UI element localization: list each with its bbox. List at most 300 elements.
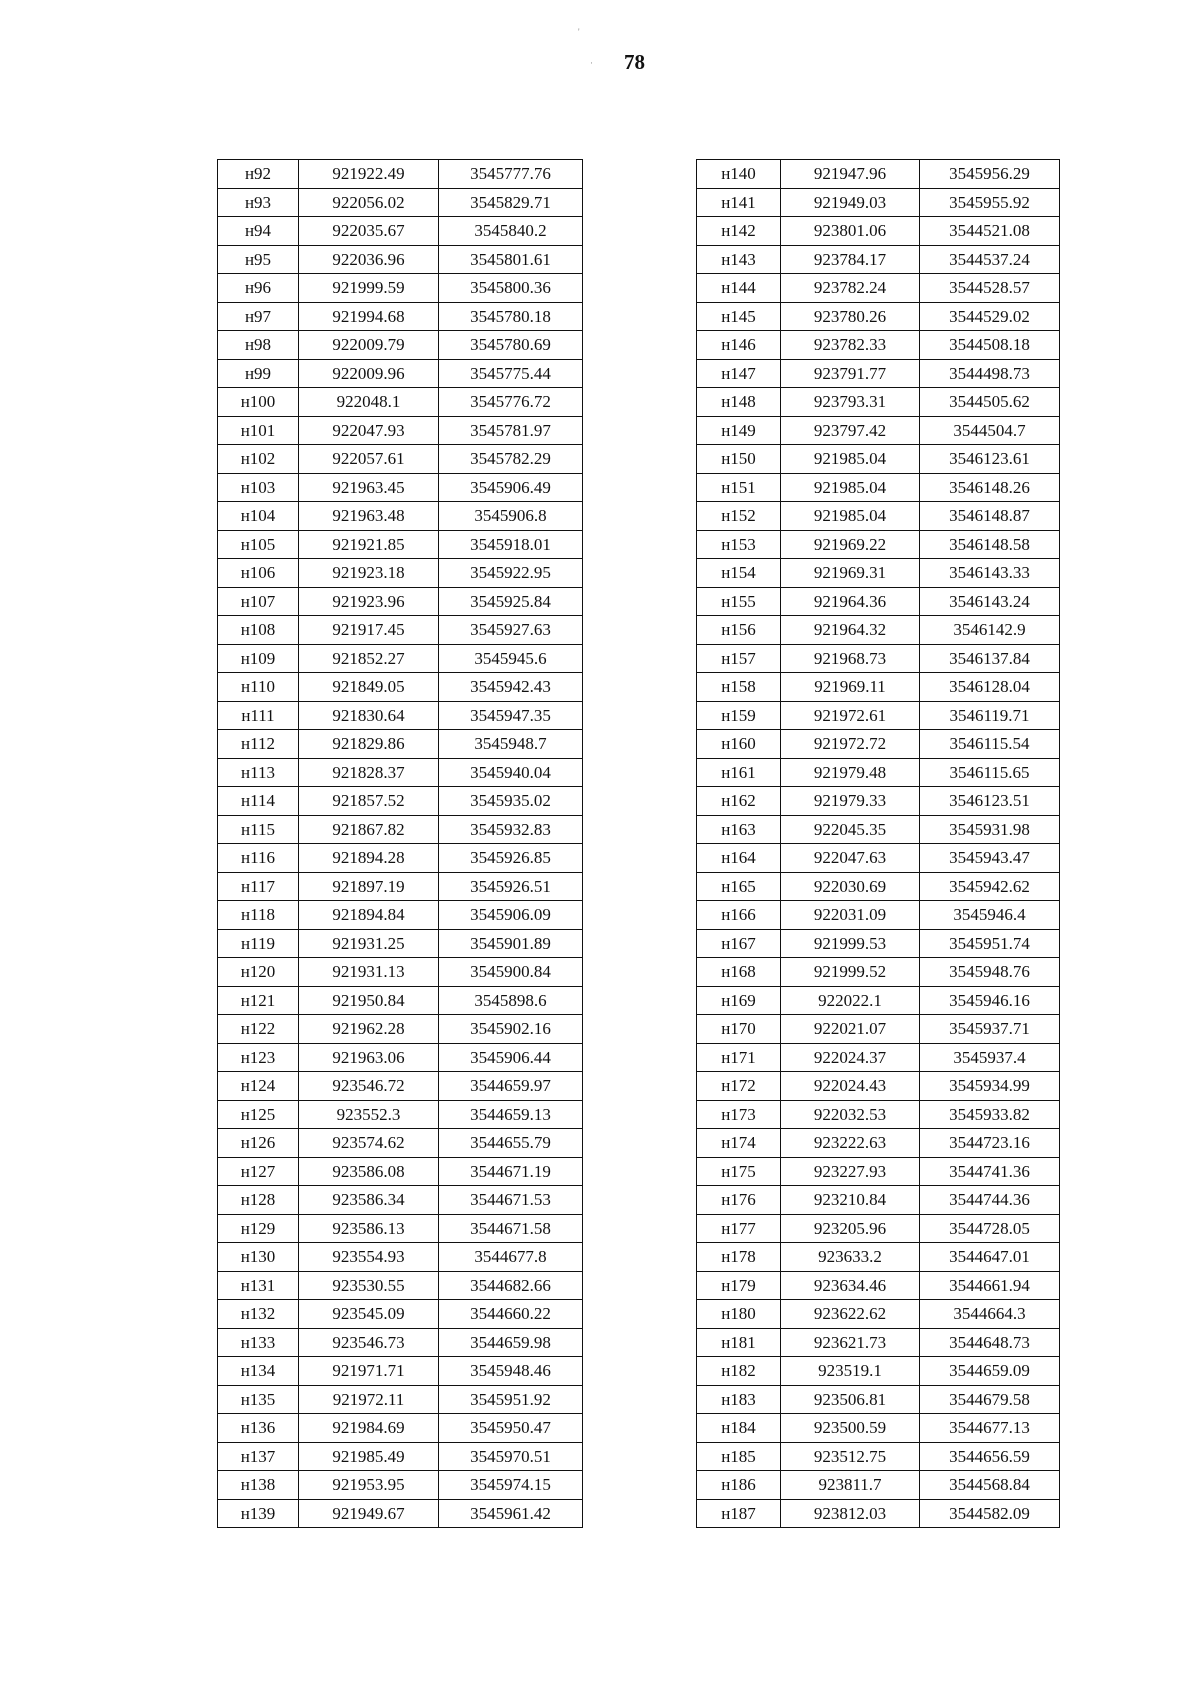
y-coordinate-cell: 3545948.46 bbox=[439, 1357, 583, 1386]
x-coordinate-cell: 921963.48 bbox=[299, 502, 439, 531]
point-id-cell: н165 bbox=[697, 872, 781, 901]
point-id-cell: н105 bbox=[218, 530, 299, 559]
x-coordinate-cell: 921931.13 bbox=[299, 958, 439, 987]
y-coordinate-cell: 3544656.59 bbox=[920, 1442, 1060, 1471]
point-id-cell: н177 bbox=[697, 1214, 781, 1243]
table-row bbox=[697, 616, 1060, 645]
point-id-cell: н135 bbox=[218, 1385, 299, 1414]
point-id-cell: н99 bbox=[218, 359, 299, 388]
y-coordinate-cell: 3545801.61 bbox=[439, 245, 583, 274]
point-id-cell: н187 bbox=[697, 1499, 781, 1528]
y-coordinate-cell: 3545781.97 bbox=[439, 416, 583, 445]
point-id-cell: н127 bbox=[218, 1157, 299, 1186]
y-coordinate-cell: 3544529.02 bbox=[920, 302, 1060, 331]
y-coordinate-cell: 3545931.98 bbox=[920, 815, 1060, 844]
x-coordinate-cell: 921969.11 bbox=[781, 673, 920, 702]
y-coordinate-cell: 3545840.2 bbox=[439, 217, 583, 246]
x-coordinate-cell: 921994.68 bbox=[299, 302, 439, 331]
table-row bbox=[218, 758, 583, 787]
table-row bbox=[218, 245, 583, 274]
x-coordinate-cell: 921969.31 bbox=[781, 559, 920, 588]
y-coordinate-cell: 3546119.71 bbox=[920, 701, 1060, 730]
point-id-cell: н124 bbox=[218, 1072, 299, 1101]
table-row bbox=[697, 188, 1060, 217]
point-id-cell: н161 bbox=[697, 758, 781, 787]
table-row bbox=[697, 815, 1060, 844]
x-coordinate-cell: 921985.49 bbox=[299, 1442, 439, 1471]
x-coordinate-cell: 921963.45 bbox=[299, 473, 439, 502]
point-id-cell: н167 bbox=[697, 929, 781, 958]
table-row bbox=[697, 559, 1060, 588]
point-id-cell: н112 bbox=[218, 730, 299, 759]
point-id-cell: н126 bbox=[218, 1129, 299, 1158]
point-id-cell: н160 bbox=[697, 730, 781, 759]
x-coordinate-cell: 923633.2 bbox=[781, 1243, 920, 1272]
table-body-left bbox=[218, 160, 583, 1528]
point-id-cell: н111 bbox=[218, 701, 299, 730]
table-row bbox=[697, 416, 1060, 445]
table-row bbox=[218, 872, 583, 901]
table-row bbox=[697, 331, 1060, 360]
point-id-cell: н150 bbox=[697, 445, 781, 474]
x-coordinate-cell: 922009.79 bbox=[299, 331, 439, 360]
x-coordinate-cell: 923545.09 bbox=[299, 1300, 439, 1329]
point-id-cell: н129 bbox=[218, 1214, 299, 1243]
x-coordinate-cell: 921947.96 bbox=[781, 160, 920, 189]
x-coordinate-cell: 923801.06 bbox=[781, 217, 920, 246]
table-row bbox=[697, 986, 1060, 1015]
point-id-cell: н123 bbox=[218, 1043, 299, 1072]
table-row bbox=[218, 1414, 583, 1443]
x-coordinate-cell: 921979.33 bbox=[781, 787, 920, 816]
y-coordinate-cell: 3546148.58 bbox=[920, 530, 1060, 559]
table-row bbox=[697, 587, 1060, 616]
y-coordinate-cell: 3544661.94 bbox=[920, 1271, 1060, 1300]
table-row bbox=[697, 160, 1060, 189]
point-id-cell: н158 bbox=[697, 673, 781, 702]
table-row bbox=[218, 1243, 583, 1272]
table-row bbox=[218, 1015, 583, 1044]
point-id-cell: н166 bbox=[697, 901, 781, 930]
table-row bbox=[218, 587, 583, 616]
x-coordinate-cell: 921857.52 bbox=[299, 787, 439, 816]
point-id-cell: н109 bbox=[218, 644, 299, 673]
x-coordinate-cell: 921917.45 bbox=[299, 616, 439, 645]
y-coordinate-cell: 3544679.58 bbox=[920, 1385, 1060, 1414]
y-coordinate-cell: 3545775.44 bbox=[439, 359, 583, 388]
table-row bbox=[218, 530, 583, 559]
y-coordinate-cell: 3545901.89 bbox=[439, 929, 583, 958]
x-coordinate-cell: 921830.64 bbox=[299, 701, 439, 730]
y-coordinate-cell: 3546128.04 bbox=[920, 673, 1060, 702]
table-row bbox=[218, 1357, 583, 1386]
point-id-cell: н102 bbox=[218, 445, 299, 474]
y-coordinate-cell: 3545829.71 bbox=[439, 188, 583, 217]
y-coordinate-cell: 3545970.51 bbox=[439, 1442, 583, 1471]
y-coordinate-cell: 3545926.51 bbox=[439, 872, 583, 901]
table-row bbox=[697, 217, 1060, 246]
table-row bbox=[218, 1300, 583, 1329]
point-id-cell: н159 bbox=[697, 701, 781, 730]
x-coordinate-cell: 921923.18 bbox=[299, 559, 439, 588]
point-id-cell: н114 bbox=[218, 787, 299, 816]
table-row bbox=[697, 1385, 1060, 1414]
table-row bbox=[697, 758, 1060, 787]
y-coordinate-cell: 3545935.02 bbox=[439, 787, 583, 816]
table-row bbox=[218, 1100, 583, 1129]
table-row bbox=[218, 331, 583, 360]
point-id-cell: н122 bbox=[218, 1015, 299, 1044]
x-coordinate-cell: 923210.84 bbox=[781, 1186, 920, 1215]
x-coordinate-cell: 921897.19 bbox=[299, 872, 439, 901]
y-coordinate-cell: 3544537.24 bbox=[920, 245, 1060, 274]
table-row bbox=[697, 274, 1060, 303]
table-row bbox=[697, 1157, 1060, 1186]
point-id-cell: н92 bbox=[218, 160, 299, 189]
y-coordinate-cell: 3545942.43 bbox=[439, 673, 583, 702]
table-row bbox=[697, 1186, 1060, 1215]
x-coordinate-cell: 923554.93 bbox=[299, 1243, 439, 1272]
y-coordinate-cell: 3545922.95 bbox=[439, 559, 583, 588]
x-coordinate-cell: 923812.03 bbox=[781, 1499, 920, 1528]
x-coordinate-cell: 921999.59 bbox=[299, 274, 439, 303]
x-coordinate-cell: 921921.85 bbox=[299, 530, 439, 559]
table-row bbox=[218, 673, 583, 702]
x-coordinate-cell: 922056.02 bbox=[299, 188, 439, 217]
point-id-cell: н180 bbox=[697, 1300, 781, 1329]
point-id-cell: н186 bbox=[697, 1471, 781, 1500]
point-id-cell: н136 bbox=[218, 1414, 299, 1443]
x-coordinate-cell: 922048.1 bbox=[299, 388, 439, 417]
point-id-cell: н141 bbox=[697, 188, 781, 217]
y-coordinate-cell: 3544659.09 bbox=[920, 1357, 1060, 1386]
y-coordinate-cell: 3545926.85 bbox=[439, 844, 583, 873]
y-coordinate-cell: 3545947.35 bbox=[439, 701, 583, 730]
y-coordinate-cell: 3544505.62 bbox=[920, 388, 1060, 417]
table-row bbox=[697, 1072, 1060, 1101]
y-coordinate-cell: 3545940.04 bbox=[439, 758, 583, 787]
y-coordinate-cell: 3545955.92 bbox=[920, 188, 1060, 217]
point-id-cell: н181 bbox=[697, 1328, 781, 1357]
x-coordinate-cell: 921999.52 bbox=[781, 958, 920, 987]
point-id-cell: н168 bbox=[697, 958, 781, 987]
x-coordinate-cell: 921953.95 bbox=[299, 1471, 439, 1500]
table-row bbox=[697, 530, 1060, 559]
x-coordinate-cell: 921985.04 bbox=[781, 473, 920, 502]
y-coordinate-cell: 3545900.84 bbox=[439, 958, 583, 987]
table-row bbox=[218, 844, 583, 873]
table-row bbox=[697, 1243, 1060, 1272]
table-row bbox=[697, 1357, 1060, 1386]
table-row bbox=[218, 701, 583, 730]
table-row bbox=[697, 1214, 1060, 1243]
point-id-cell: н117 bbox=[218, 872, 299, 901]
y-coordinate-cell: 3546148.87 bbox=[920, 502, 1060, 531]
point-id-cell: н149 bbox=[697, 416, 781, 445]
y-coordinate-cell: 3544671.53 bbox=[439, 1186, 583, 1215]
table-row bbox=[218, 1129, 583, 1158]
table-row bbox=[218, 416, 583, 445]
table-row bbox=[218, 1043, 583, 1072]
x-coordinate-cell: 921852.27 bbox=[299, 644, 439, 673]
table-body-right bbox=[697, 160, 1060, 1528]
table-row bbox=[697, 901, 1060, 930]
x-coordinate-cell: 922047.93 bbox=[299, 416, 439, 445]
x-coordinate-cell: 921971.71 bbox=[299, 1357, 439, 1386]
x-coordinate-cell: 922022.1 bbox=[781, 986, 920, 1015]
x-coordinate-cell: 921968.73 bbox=[781, 644, 920, 673]
table-row bbox=[697, 1499, 1060, 1528]
table-row bbox=[218, 1214, 583, 1243]
point-id-cell: н115 bbox=[218, 815, 299, 844]
x-coordinate-cell: 921969.22 bbox=[781, 530, 920, 559]
table-row bbox=[697, 245, 1060, 274]
y-coordinate-cell: 3545937.4 bbox=[920, 1043, 1060, 1072]
y-coordinate-cell: 3544528.57 bbox=[920, 274, 1060, 303]
table-row bbox=[218, 1271, 583, 1300]
x-coordinate-cell: 921923.96 bbox=[299, 587, 439, 616]
x-coordinate-cell: 923782.24 bbox=[781, 274, 920, 303]
y-coordinate-cell: 3544728.05 bbox=[920, 1214, 1060, 1243]
table-row bbox=[697, 388, 1060, 417]
x-coordinate-cell: 922036.96 bbox=[299, 245, 439, 274]
table-row bbox=[218, 217, 583, 246]
x-coordinate-cell: 923506.81 bbox=[781, 1385, 920, 1414]
y-coordinate-cell: 3544741.36 bbox=[920, 1157, 1060, 1186]
table-row bbox=[218, 388, 583, 417]
table-row bbox=[218, 787, 583, 816]
y-coordinate-cell: 3546143.33 bbox=[920, 559, 1060, 588]
scan-artifact: · bbox=[590, 58, 593, 68]
table-row bbox=[697, 1129, 1060, 1158]
point-id-cell: н110 bbox=[218, 673, 299, 702]
point-id-cell: н125 bbox=[218, 1100, 299, 1129]
y-coordinate-cell: 3545951.92 bbox=[439, 1385, 583, 1414]
y-coordinate-cell: 3545776.72 bbox=[439, 388, 583, 417]
point-id-cell: н96 bbox=[218, 274, 299, 303]
x-coordinate-cell: 922032.53 bbox=[781, 1100, 920, 1129]
x-coordinate-cell: 923586.13 bbox=[299, 1214, 439, 1243]
x-coordinate-cell: 921985.04 bbox=[781, 502, 920, 531]
table-row bbox=[697, 730, 1060, 759]
point-id-cell: н118 bbox=[218, 901, 299, 930]
table-row bbox=[697, 929, 1060, 958]
table-row bbox=[697, 1043, 1060, 1072]
point-id-cell: н155 bbox=[697, 587, 781, 616]
x-coordinate-cell: 922021.07 bbox=[781, 1015, 920, 1044]
y-coordinate-cell: 3545898.6 bbox=[439, 986, 583, 1015]
x-coordinate-cell: 923797.42 bbox=[781, 416, 920, 445]
x-coordinate-cell: 921849.05 bbox=[299, 673, 439, 702]
x-coordinate-cell: 922057.61 bbox=[299, 445, 439, 474]
coordinates-table-left bbox=[217, 159, 583, 1528]
y-coordinate-cell: 3545956.29 bbox=[920, 160, 1060, 189]
point-id-cell: н178 bbox=[697, 1243, 781, 1272]
x-coordinate-cell: 923552.3 bbox=[299, 1100, 439, 1129]
y-coordinate-cell: 3545906.09 bbox=[439, 901, 583, 930]
y-coordinate-cell: 3545902.16 bbox=[439, 1015, 583, 1044]
table-row bbox=[218, 1072, 583, 1101]
table-row bbox=[218, 644, 583, 673]
point-id-cell: н98 bbox=[218, 331, 299, 360]
y-coordinate-cell: 3546137.84 bbox=[920, 644, 1060, 673]
y-coordinate-cell: 3544508.18 bbox=[920, 331, 1060, 360]
y-coordinate-cell: 3544648.73 bbox=[920, 1328, 1060, 1357]
x-coordinate-cell: 921985.04 bbox=[781, 445, 920, 474]
table-row bbox=[218, 1186, 583, 1215]
table-row bbox=[218, 929, 583, 958]
table-row bbox=[697, 302, 1060, 331]
point-id-cell: н120 bbox=[218, 958, 299, 987]
y-coordinate-cell: 3545945.6 bbox=[439, 644, 583, 673]
table-row bbox=[697, 673, 1060, 702]
table-row bbox=[218, 188, 583, 217]
x-coordinate-cell: 923791.77 bbox=[781, 359, 920, 388]
y-coordinate-cell: 3544655.79 bbox=[439, 1129, 583, 1158]
y-coordinate-cell: 3544647.01 bbox=[920, 1243, 1060, 1272]
point-id-cell: н97 bbox=[218, 302, 299, 331]
point-id-cell: н108 bbox=[218, 616, 299, 645]
table-row bbox=[218, 1471, 583, 1500]
point-id-cell: н145 bbox=[697, 302, 781, 331]
point-id-cell: н146 bbox=[697, 331, 781, 360]
page-number: 78 bbox=[624, 50, 645, 74]
point-id-cell: н134 bbox=[218, 1357, 299, 1386]
point-id-cell: н128 bbox=[218, 1186, 299, 1215]
table-row bbox=[697, 787, 1060, 816]
point-id-cell: н113 bbox=[218, 758, 299, 787]
table-row bbox=[697, 644, 1060, 673]
y-coordinate-cell: 3544671.58 bbox=[439, 1214, 583, 1243]
x-coordinate-cell: 921949.03 bbox=[781, 188, 920, 217]
y-coordinate-cell: 3545925.84 bbox=[439, 587, 583, 616]
table-row bbox=[218, 1328, 583, 1357]
y-coordinate-cell: 3544744.36 bbox=[920, 1186, 1060, 1215]
table-row bbox=[218, 1499, 583, 1528]
table-row bbox=[218, 901, 583, 930]
point-id-cell: н185 bbox=[697, 1442, 781, 1471]
y-coordinate-cell: 3544682.66 bbox=[439, 1271, 583, 1300]
x-coordinate-cell: 923780.26 bbox=[781, 302, 920, 331]
point-id-cell: н179 bbox=[697, 1271, 781, 1300]
y-coordinate-cell: 3545974.15 bbox=[439, 1471, 583, 1500]
y-coordinate-cell: 3545937.71 bbox=[920, 1015, 1060, 1044]
table-row bbox=[218, 815, 583, 844]
y-coordinate-cell: 3545951.74 bbox=[920, 929, 1060, 958]
point-id-cell: н176 bbox=[697, 1186, 781, 1215]
point-id-cell: н164 bbox=[697, 844, 781, 873]
table-row bbox=[697, 844, 1060, 873]
y-coordinate-cell: 3545918.01 bbox=[439, 530, 583, 559]
table-row bbox=[697, 1328, 1060, 1357]
point-id-cell: н107 bbox=[218, 587, 299, 616]
x-coordinate-cell: 921894.28 bbox=[299, 844, 439, 873]
point-id-cell: н138 bbox=[218, 1471, 299, 1500]
y-coordinate-cell: 3544582.09 bbox=[920, 1499, 1060, 1528]
point-id-cell: н106 bbox=[218, 559, 299, 588]
x-coordinate-cell: 923530.55 bbox=[299, 1271, 439, 1300]
x-coordinate-cell: 921829.86 bbox=[299, 730, 439, 759]
x-coordinate-cell: 922047.63 bbox=[781, 844, 920, 873]
table-row bbox=[218, 502, 583, 531]
y-coordinate-cell: 3546142.9 bbox=[920, 616, 1060, 645]
x-coordinate-cell: 921828.37 bbox=[299, 758, 439, 787]
table-row bbox=[697, 1100, 1060, 1129]
y-coordinate-cell: 3545800.36 bbox=[439, 274, 583, 303]
x-coordinate-cell: 923205.96 bbox=[781, 1214, 920, 1243]
point-id-cell: н93 bbox=[218, 188, 299, 217]
x-coordinate-cell: 923586.08 bbox=[299, 1157, 439, 1186]
y-coordinate-cell: 3545948.76 bbox=[920, 958, 1060, 987]
point-id-cell: н95 bbox=[218, 245, 299, 274]
point-id-cell: н139 bbox=[218, 1499, 299, 1528]
y-coordinate-cell: 3545946.4 bbox=[920, 901, 1060, 930]
point-id-cell: н116 bbox=[218, 844, 299, 873]
point-id-cell: н153 bbox=[697, 530, 781, 559]
table-row bbox=[218, 730, 583, 759]
x-coordinate-cell: 921922.49 bbox=[299, 160, 439, 189]
x-coordinate-cell: 923500.59 bbox=[781, 1414, 920, 1443]
point-id-cell: н171 bbox=[697, 1043, 781, 1072]
point-id-cell: н172 bbox=[697, 1072, 781, 1101]
table-row bbox=[218, 359, 583, 388]
x-coordinate-cell: 923227.93 bbox=[781, 1157, 920, 1186]
x-coordinate-cell: 921962.28 bbox=[299, 1015, 439, 1044]
table-row bbox=[218, 473, 583, 502]
y-coordinate-cell: 3546123.51 bbox=[920, 787, 1060, 816]
point-id-cell: н154 bbox=[697, 559, 781, 588]
table-row bbox=[697, 1471, 1060, 1500]
table-row bbox=[218, 1442, 583, 1471]
y-coordinate-cell: 3545782.29 bbox=[439, 445, 583, 474]
point-id-cell: н121 bbox=[218, 986, 299, 1015]
y-coordinate-cell: 3545780.18 bbox=[439, 302, 583, 331]
y-coordinate-cell: 3546115.65 bbox=[920, 758, 1060, 787]
x-coordinate-cell: 923574.62 bbox=[299, 1129, 439, 1158]
x-coordinate-cell: 922024.43 bbox=[781, 1072, 920, 1101]
x-coordinate-cell: 923793.31 bbox=[781, 388, 920, 417]
table-row bbox=[697, 701, 1060, 730]
table-row bbox=[697, 359, 1060, 388]
x-coordinate-cell: 922030.69 bbox=[781, 872, 920, 901]
x-coordinate-cell: 923546.72 bbox=[299, 1072, 439, 1101]
table-row bbox=[218, 616, 583, 645]
x-coordinate-cell: 921972.72 bbox=[781, 730, 920, 759]
x-coordinate-cell: 922035.67 bbox=[299, 217, 439, 246]
y-coordinate-cell: 3545948.7 bbox=[439, 730, 583, 759]
y-coordinate-cell: 3545777.76 bbox=[439, 160, 583, 189]
y-coordinate-cell: 3545932.83 bbox=[439, 815, 583, 844]
y-coordinate-cell: 3546143.24 bbox=[920, 587, 1060, 616]
y-coordinate-cell: 3544659.98 bbox=[439, 1328, 583, 1357]
y-coordinate-cell: 3545934.99 bbox=[920, 1072, 1060, 1101]
x-coordinate-cell: 923512.75 bbox=[781, 1442, 920, 1471]
point-id-cell: н142 bbox=[697, 217, 781, 246]
point-id-cell: н140 bbox=[697, 160, 781, 189]
point-id-cell: н103 bbox=[218, 473, 299, 502]
x-coordinate-cell: 922045.35 bbox=[781, 815, 920, 844]
x-coordinate-cell: 923634.46 bbox=[781, 1271, 920, 1300]
point-id-cell: н157 bbox=[697, 644, 781, 673]
point-id-cell: н170 bbox=[697, 1015, 781, 1044]
table-row bbox=[218, 445, 583, 474]
y-coordinate-cell: 3544659.13 bbox=[439, 1100, 583, 1129]
point-id-cell: н162 bbox=[697, 787, 781, 816]
x-coordinate-cell: 923811.7 bbox=[781, 1471, 920, 1500]
x-coordinate-cell: 922024.37 bbox=[781, 1043, 920, 1072]
point-id-cell: н143 bbox=[697, 245, 781, 274]
table-row bbox=[697, 958, 1060, 987]
